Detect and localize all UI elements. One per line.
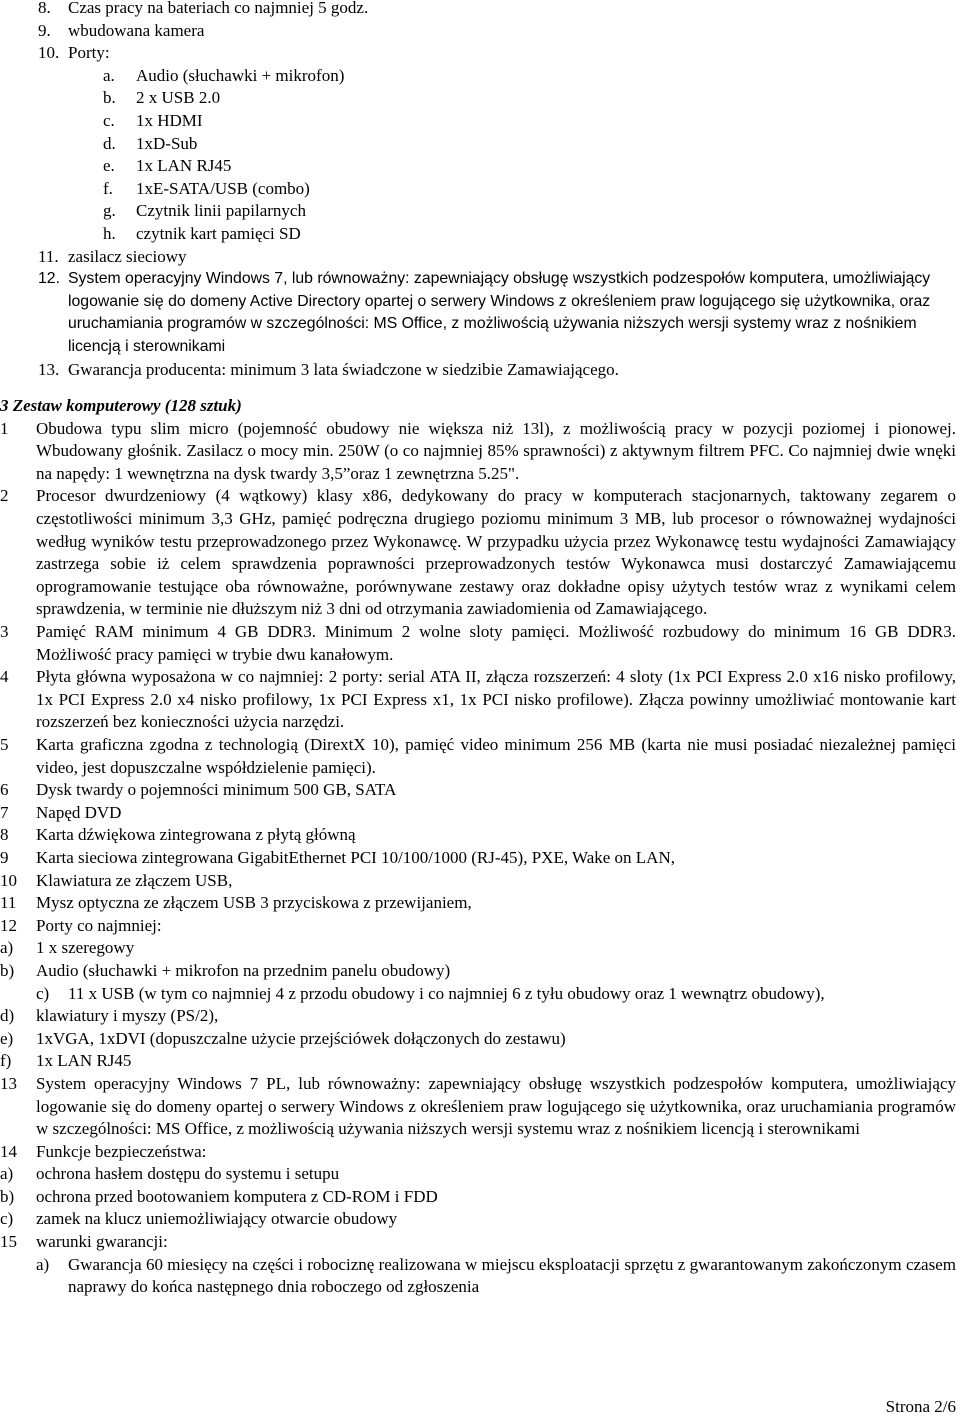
port-item [0, 983, 960, 1006]
sub-list-item [0, 110, 960, 133]
list-text: Porty: [68, 43, 110, 63]
sub-list-letter: f. [103, 178, 113, 198]
sub-list-letter: d. [103, 133, 116, 153]
spec-number: 13 [0, 1073, 17, 1093]
spec-item [0, 802, 960, 825]
list-text: zasilacz sieciowy [68, 246, 187, 266]
list-item [0, 268, 960, 358]
spec-number: 12 [0, 915, 17, 935]
spec-text: Obudowa typu slim micro (pojemność obudowy nie większa niż 13l), z możliwością pracy w pozycji poziomej i pionowej. Wbudowany głośnik. Zasilacz o mocy min. 250W (o co najmniej 85% sprawności) z aktywnym filtrem PFC. Co najmniej dwie wnęki na napędy: 1 wewnętrzna na dysk twardy 3,5”oraz 1 zewnętrzna 5.25". [36, 418, 956, 483]
sub-list-text: Audio (słuchawki + mikrofon) [136, 65, 345, 85]
port-text: klawiatury i myszy (PS/2), [36, 1006, 219, 1026]
spec-item [0, 915, 960, 938]
sub-list-text: 1xE-SATA/USB (combo) [136, 178, 310, 198]
port-letter: f) [0, 1051, 12, 1071]
spec-item [0, 418, 960, 486]
security-item [0, 1186, 960, 1209]
security-text: zamek na klucz uniemożliwiający otwarcie obudowy [36, 1209, 398, 1229]
security-letter: b) [0, 1186, 15, 1206]
spec-text: Procesor dwurdzeniowy (4 wątkowy) klasy x86, dedykowany do pracy w komputerach stacjonarnych, taktowany zegarem o częstotliwości minimum 3,3 GHz, pamięć podręczna drugiego poziomu minimum 3 MB, lub procesor o równoważnej wydajności według wyników testu przeprowadzonego przez Wykonawcę. W przypadku użycia przez Wykonawcę testu wydajności Zamawiający zastrzega sobie iż celem sprawdzenia poprawności przeprowadzonych testów Wykonawca musi dostarczyć Zamawiającemu oprogramowanie testujące oba równoważne, porównywane zestawy oraz dokładne opisy użytych testów wraz z wynikami celem sprawdzenia, w terminie nie dłuższym niż 3 dni od otrzymania zawiadomienia od Zamawiającego. [36, 486, 956, 619]
port-letter: d) [0, 1006, 15, 1026]
list-item [0, 20, 960, 43]
spec-item [0, 779, 960, 802]
port-text: 11 x USB (w tym co najmniej 4 z przodu obudowy i co najmniej 6 z tyłu obudowy oraz 1 wewnątrz obudowy), [68, 983, 825, 1003]
spec-number: 11 [0, 893, 17, 913]
sub-list-text: 1xD-Sub [136, 133, 198, 153]
list-number: 11. [38, 246, 59, 266]
list-number: 10. [38, 43, 60, 63]
spec-number: 10 [0, 870, 17, 890]
port-text: 1x LAN RJ45 [36, 1051, 132, 1071]
sub-list-item [0, 223, 960, 246]
spec-number: 9 [0, 847, 9, 867]
sub-list-letter: b. [103, 88, 116, 108]
list-number: 13. [38, 359, 60, 379]
spec-number: 6 [0, 780, 9, 800]
spec-text: Karta sieciowa zintegrowana GigabitEthernet PCI 10/100/1000 (RJ-45), PXE, Wake on LAN, [36, 847, 675, 867]
spec-item [0, 870, 960, 893]
spec-item [0, 824, 960, 847]
spec-text: Mysz optyczna ze złączem USB 3 przyciskowa z przewijaniem, [36, 893, 472, 913]
security-letter: c) [0, 1209, 14, 1229]
spec-number: 3 [0, 622, 9, 642]
list-text: wbudowana kamera [68, 20, 205, 40]
section-title: 3 Zestaw komputerowy (128 sztuk) [0, 396, 242, 416]
sub-list-text: Czytnik linii papilarnych [136, 201, 306, 221]
spec-item [0, 892, 960, 915]
warranty-text: Gwarancja 60 miesięcy na części i robociznę realizowana w miejscu eksploatacji sprzętu z gwarantowanym zakończonym czasem naprawy do końca następnego dnia roboczego od zgłoszenia [68, 1254, 956, 1297]
spec-text: Płyta główna wyposażona w co najmniej: 2 porty: serial ATA II, złącza rozszerzeń: 4 sloty (1x PCI Express 2.0 x16 nisko profilowy, 1x PCI Express 2.0 x4 nisko profilowy, 1x PCI Express x1, 1x PCI nisko profilowe). Złącza powinny umożliwiać montowanie kart rozszerzeń bez konieczności użycia narzędzi. [36, 667, 956, 732]
spec-item [0, 485, 960, 621]
sub-list-letter: c. [103, 110, 115, 130]
sub-list-item [0, 200, 960, 223]
list-item [0, 246, 960, 269]
list-text: Gwarancja producenta: minimum 3 lata świadczone w siedzibie Zamawiającego. [68, 359, 619, 379]
sub-list-text: 2 x USB 2.0 [136, 88, 221, 108]
sub-list-item [0, 87, 960, 110]
sub-list-letter: e. [103, 156, 115, 176]
sub-list-item [0, 178, 960, 201]
list-number: 8. [38, 0, 51, 17]
security-text: ochrona przed bootowaniem komputera z CD-ROM i FDD [36, 1186, 438, 1206]
security-letter: a) [0, 1164, 14, 1184]
spec-number: 7 [0, 802, 9, 822]
warranty-letter: a) [36, 1254, 50, 1274]
spec-item [0, 734, 960, 779]
sub-list-letter: h. [103, 223, 116, 243]
spec-text: Napęd DVD [36, 802, 122, 822]
spec-number: 8 [0, 825, 9, 845]
port-item [0, 960, 960, 983]
sub-list-letter: a. [103, 65, 115, 85]
spec-number: 14 [0, 1141, 17, 1161]
port-letter: a) [0, 938, 14, 958]
sub-list-item [0, 155, 960, 178]
sub-list-item [0, 65, 960, 88]
port-letter: e) [0, 1028, 14, 1048]
spec-text: Klawiatura ze złączem USB, [36, 870, 233, 890]
spec-number: 4 [0, 667, 9, 687]
spec-text: Porty co najmniej: [36, 915, 162, 935]
port-item [0, 1005, 960, 1028]
spec-item [0, 621, 960, 666]
spec-text: Karta dźwiękowa zintegrowana z płytą główną [36, 825, 356, 845]
list-number: 9. [38, 20, 51, 40]
list-item [0, 42, 960, 65]
list-number: 12. [38, 270, 60, 288]
port-item [0, 937, 960, 960]
sub-list-text: 1x LAN RJ45 [136, 156, 232, 176]
port-letter: b) [0, 960, 15, 980]
spec-text: warunki gwarancji: [36, 1232, 168, 1252]
list-text: System operacyjny Windows 7, lub równoważny: zapewniający obsługę wszystkich podzespołów komputera, umożliwiający logowanie się do domeny Active Directory opartej o serwery Windows z określeniem praw logującego się użytkownika, oraz uruchamiania programów w szczególności: MS Office, z możliwością używania niższych wersji systemy wraz z nośnikiem licencją i sterownikami [68, 270, 931, 355]
port-text: Audio (słuchawki + mikrofon na przednim panelu obudowy) [36, 960, 451, 980]
port-item [0, 1028, 960, 1051]
spec-number: 1 [0, 418, 9, 438]
page-number: Strona 2/6 [885, 1397, 956, 1416]
list-item [0, 0, 960, 20]
spec-item [0, 666, 960, 734]
spec-text: Karta graficzna zgodna z technologią (DirextX 10), pamięć video minimum 256 MB (karta nie musi posiadać niezależnej pamięci video, jest dopuszczalne współdzielenie pamięci). [36, 735, 956, 777]
port-text: 1 x szeregowy [36, 938, 135, 958]
list-item [0, 359, 960, 382]
spec-text: Funkcje bezpieczeństwa: [36, 1141, 207, 1161]
sub-list-text: czytnik kart pamięci SD [136, 223, 301, 243]
sub-list-text: 1x HDMI [136, 110, 203, 130]
sub-list-letter: g. [103, 201, 116, 221]
spec-text: System operacyjny Windows 7 PL, lub równoważny: zapewniający obsługę wszystkich podzespołów komputera, umożliwiający logowanie się do domeny opartej o serwery Windows z określeniem praw logującego się użytkownika, oraz uruchamiania programów w szczególności: MS Office, z możliwością używania niższych wersji systemu wraz z nośnikiem licencją i sterownikami [36, 1073, 956, 1139]
spec-text: Dysk twardy o pojemności minimum 500 GB, SATA [36, 780, 397, 800]
spec-number: 2 [0, 486, 9, 506]
list-text: Czas pracy na bateriach co najmniej 5 godz. [68, 0, 369, 17]
security-item [0, 1208, 960, 1231]
sub-list-item [0, 133, 960, 156]
spec-text: Pamięć RAM minimum 4 GB DDR3. Minimum 2 wolne sloty pamięci. Możliwość rozbudowy do minimum 16 GB DDR3. Możliwość pracy pamięci w trybie dwu kanałowym. [36, 622, 956, 664]
spec-item [0, 1073, 960, 1141]
spec-item [0, 1141, 960, 1164]
security-text: ochrona hasłem dostępu do systemu i setupu [36, 1164, 340, 1184]
warranty-item [0, 1254, 960, 1299]
port-text: 1xVGA, 1xDVI (dopuszczalne użycie przejściówek dołączonych do zestawu) [36, 1028, 566, 1048]
port-letter: c) [36, 983, 50, 1003]
port-item [0, 1050, 960, 1073]
spec-number: 5 [0, 735, 9, 754]
spec-item [0, 1231, 960, 1254]
security-item [0, 1163, 960, 1186]
spec-item [0, 847, 960, 870]
spec-number: 15 [0, 1232, 17, 1252]
